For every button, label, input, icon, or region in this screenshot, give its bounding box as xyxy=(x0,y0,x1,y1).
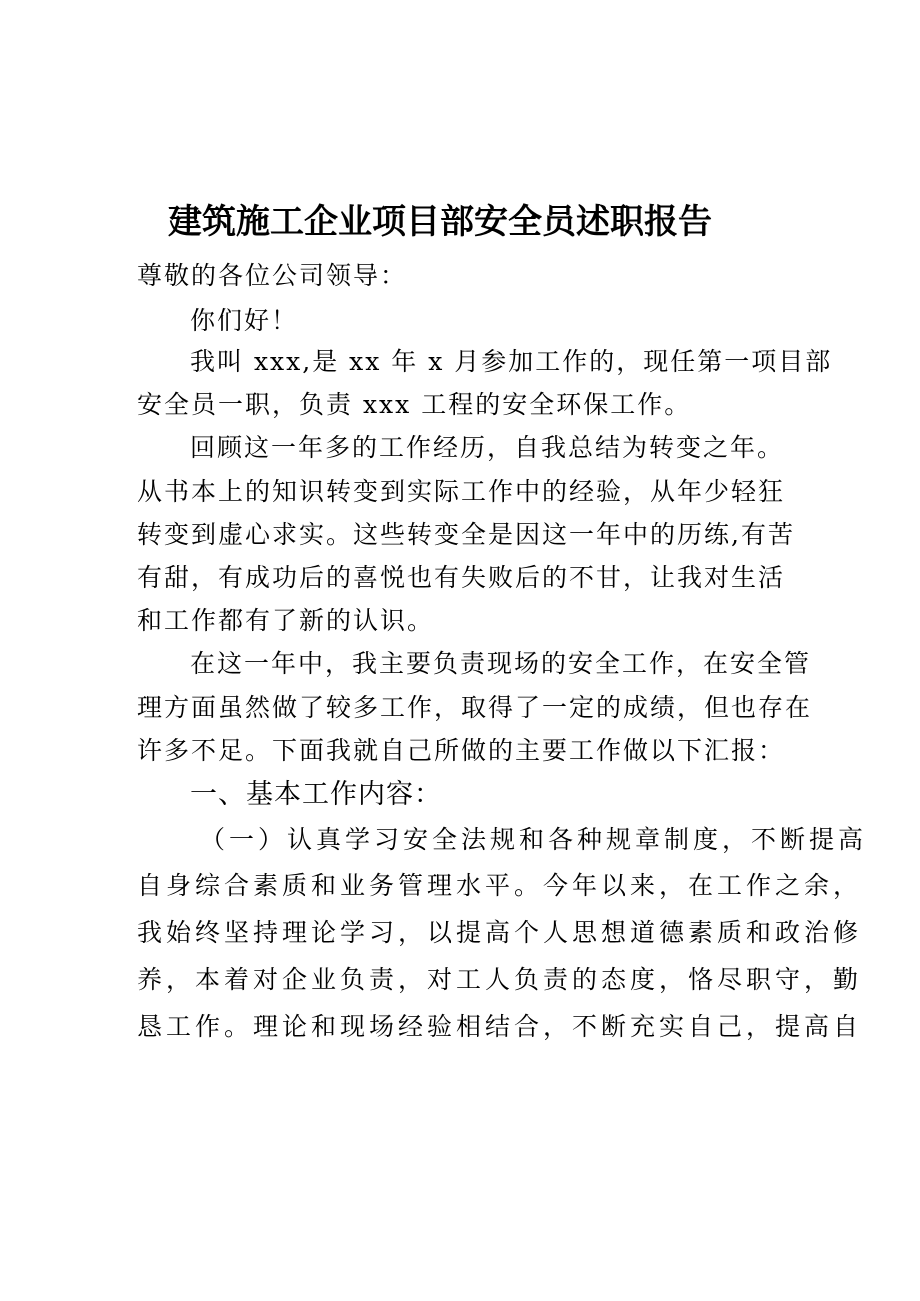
summary-line-3: 许多不足。下面我就自己所做的主要工作做以下汇报： xyxy=(137,736,786,765)
section1-line-4: 养，本着对企业负责，对工人负责的态度，恪尽职守，勤 xyxy=(137,965,863,994)
greeting: 你们好！ xyxy=(190,306,299,335)
review-line-4: 有甜，有成功后的喜悦也有失败后的不甘，让我对生活 xyxy=(137,563,786,592)
summary-line-1: 在这一年中，我主要负责现场的安全工作，在安全管 xyxy=(190,649,812,678)
review-line-1: 回顾这一年多的工作经历，自我总结为转变之年。 xyxy=(190,433,785,462)
review-line-3: 转变到虚心求实。这些转变全是因这一年中的历练,有苦 xyxy=(137,520,795,549)
review-line-2: 从书本上的知识转变到实际工作中的经验，从年少轻狂 xyxy=(137,477,786,506)
salutation: 尊敬的各位公司领导： xyxy=(137,261,408,290)
section1-line-5: 恳工作。理论和现场经验相结合，不断充实自己，提高自 xyxy=(137,1012,863,1041)
review-line-5: 和工作都有了新的认识。 xyxy=(137,606,435,635)
section1-line-2: 自身综合素质和业务管理水平。今年以来，在工作之余， xyxy=(137,871,863,900)
intro-line-1: 我叫 xxx,是 xx 年 x 月参加工作的，现任第一项目部 xyxy=(190,347,833,376)
summary-line-2: 理方面虽然做了较多工作，取得了一定的成绩，但也存在 xyxy=(137,693,813,722)
document-title: 建筑施工企业项目部安全员述职报告 xyxy=(168,202,712,242)
section1-line-3: 我始终坚持理论学习，以提高个人思想道德素质和政治修 xyxy=(137,918,863,947)
intro-line-2: 安全员一职，负责 xxx 工程的安全环保工作。 xyxy=(137,390,692,419)
section-heading: 一、基本工作内容： xyxy=(190,779,442,810)
section1-line-1: （一）认真学习安全法规和各种规章制度，不断提高 xyxy=(200,825,868,854)
